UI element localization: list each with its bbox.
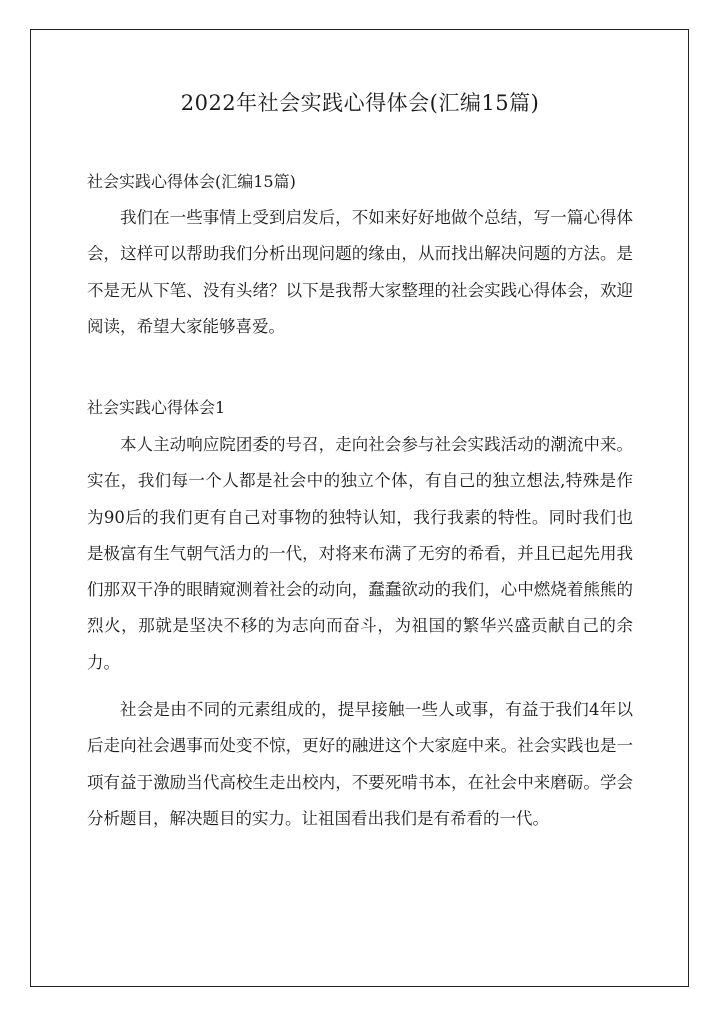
section-heading: 社会实践心得体会1 bbox=[87, 398, 226, 417]
document-title: 2022年社会实践心得体会(汇编15篇) bbox=[180, 91, 540, 115]
section-paragraph: 社会是由不同的元素组成的，提早接触一些人或事，有益于我们4年以后走向社会遇事而处变不惊，更好的融进这个大家庭中来。社会实践也是一项有益于激励当代高校生走出校内，不要死啃书本，在社会中来磨砺。学会分析题目，解决题目的实力。让祖国看出我们是有希看的一代。 bbox=[87, 700, 633, 828]
intro-paragraph: 我们在一些事情上受到启发后，不如来好好地做个总结，写一篇心得体会，这样可以帮助我们分析出现问题的缘由，从而找出解决问题的方法。是不是无从下笔、没有头绪？以下是我帮大家整理的社会实践心得体会，欢迎阅读，希望大家能够喜爱。 bbox=[87, 208, 633, 336]
intro-heading: 社会实践心得体会(汇编15篇) bbox=[87, 172, 296, 191]
section-paragraph: 本人主动响应院团委的号召，走向社会参与社会实践活动的潮流中来。实在，我们每一个人都是社会中的独立个体，有自己的独立想法,特殊是作为90后的我们更有自己对事物的独特认知，我行我素的特性。同时我们也是极富有生气朝气活力的一代，对将来布满了无穷的希看，并且已起先用我们那双干净的眼睛窥测着社会的动向，蠢蠢欲动的我们，心中燃烧着熊熊的烈火，那就是坚决不移的为志向而奋斗，为祖国的繁华兴盛贡献自己的余力。 bbox=[87, 435, 633, 672]
